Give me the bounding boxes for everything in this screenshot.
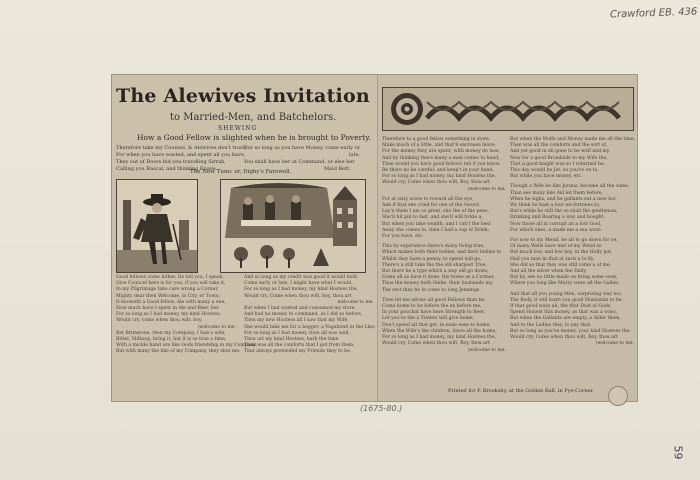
verse-column-1 [116, 275, 257, 397]
verse-line: Then would you have good fellows tell if you know, [382, 161, 501, 167]
verse-line: Thus the money both Glebe, their husbands my, [382, 281, 494, 287]
verse-line: Come all as have it done, the home as a Cormer, [382, 275, 495, 281]
verse-line: But when the Wolfe and Money made me all the time, [510, 137, 636, 142]
verse-line: There's a still take the the old sharpest Tree, [382, 262, 487, 268]
shewing-label: SHEWING [218, 125, 258, 132]
verse-line: Let you've the a Vinters will give home, [382, 316, 475, 322]
verse-line: She'll hit pin to fast, and she'll will tickle a, [382, 215, 483, 221]
verse-line: (welcome to me. [595, 341, 634, 347]
verse-line: Spend Honest this money, as that was a ways, [510, 310, 618, 316]
verse-line: The rest they be to come to long Jennings. [382, 287, 481, 293]
verse-line: For so long as I had money, then all was well, [244, 330, 350, 336]
left-page [112, 75, 378, 401]
verse-line: For now to my Mend, be all to go down for ye, [510, 238, 618, 244]
verse-line: This by experience there's many living true, [382, 244, 485, 250]
right-page [378, 75, 637, 401]
ballad-title: The Alewives Invitation [116, 85, 370, 107]
verse-line: The Body, it will learn you good Husbands to be, [510, 297, 623, 303]
verse-line: Though a Wife be like Jurans, become all the same, [510, 184, 630, 190]
verse-line: We think he hast a lout we fortunes to, [510, 203, 601, 209]
verse-line: Where you long like Merry were all the Gallen. [510, 281, 620, 287]
verse-line: And to the Ladies they, to pay that, [510, 322, 592, 328]
verse-line: Come home to be before the ex before me, [382, 304, 482, 310]
verse-line: Would cry, come when thou wilt, boy, [116, 318, 203, 324]
verse-line: Now those all in corrupt an a lost Gool, [510, 221, 602, 227]
catalog-mark: Crawford EB. 436 [609, 6, 698, 21]
verse-line: When the Wife's the children, leave all the home, [382, 328, 497, 334]
verse-line: But when the Gallants are empty, a Alder them, [510, 316, 621, 322]
verse-line: Would cry, Come when thou wilt, Boy, thou art [382, 341, 490, 347]
decorative-border-woodcut [382, 87, 634, 131]
verse-line: She did so that they was still come a of me, [510, 262, 612, 268]
verse-line: Then let me advise all good Fellows than be, [382, 297, 486, 303]
verse-line: It knoweth a Good fellow, Ale with many a one, [116, 299, 226, 305]
intro-line: But so long as you have Money, come early or [244, 145, 361, 151]
intro-line: For when you have wasted, and spent all you have, [116, 152, 246, 158]
verse-line: Ank if that she cried for one of the Sword, [382, 203, 481, 209]
verse-line: Would cry, Come when thou wilt, boy, thou art [244, 293, 352, 299]
verse-line: Bet Brimstone, then my Company, I had a wife, [116, 330, 226, 336]
verse-line: And so long as my credit was good it would hold, [244, 275, 359, 280]
verse-line: But by, see no little made on bring some soon, [510, 275, 618, 281]
verse-line: Be there no be careful, and keep't in your hand, [382, 168, 494, 174]
date-annotation: (1675-80.) [360, 404, 403, 413]
verse-line: In my Pilgrimage take care wrong a Corner, [116, 287, 219, 293]
verse-line: (welcome to me. [467, 347, 506, 353]
verse-line: Then my new Hostess all I saw that my Wife, [244, 318, 349, 324]
woodcut-tavern-scene [220, 179, 366, 273]
verse-line: Of many Wells have met of my Wend so [510, 244, 602, 250]
verse-line: Whilst they have a penny, to spend will go, [382, 256, 482, 262]
verse-line: This day would be Jet, so you're on to, [510, 168, 599, 174]
verse-line: But there be a type which a way old go down; [382, 269, 489, 275]
verse-line: How much have I spent in Ale and Beer, her [116, 306, 219, 312]
verse-line: Now for a good Broadside to my Wife the, [510, 155, 608, 161]
intro-line: late, [349, 152, 361, 158]
verse-line: And that all you young Men, surprising way too, [510, 291, 623, 297]
intro-line: They out of Doors bid you trundling Sirrah, [116, 159, 226, 165]
verse-line: But with many the like of my Company, they shut me. [116, 349, 241, 355]
verse-line: Drinking and Roaring a way and bought, [510, 215, 605, 221]
verse-column-2 [244, 275, 377, 397]
verse-line: welcome to me. [337, 299, 374, 305]
ballad-subtitle: to Married-Men, and Batchelors. [170, 112, 337, 123]
verse-line: Away she comes to, then I had a cup of Drink; [382, 227, 490, 233]
verse-line: For which ones, a made me a sea worn. [510, 227, 603, 233]
verse-line: Lay'n them I am so great, she the of the pens, [382, 209, 490, 215]
verse-line: (welcome to me. [197, 324, 236, 330]
verse-line: With a mickle hand are like Gods friendship in my Company. [116, 343, 257, 349]
verse-line: Would cry, Come when thou wilt, Boy, thou art [510, 335, 618, 341]
intro-line: Calling you Rascal, and thinking Knave. [116, 166, 218, 172]
verse-line: But so long as you've money, your kind Hostess the, [510, 328, 631, 334]
page-number: 59 [671, 445, 685, 460]
printer-imprint: Printed for P. Brooksby, at the Golden Ball, in Pye-Corner. [448, 388, 594, 394]
verse-line: And had no money to command, as I did so before, [244, 312, 363, 318]
verse-line: For so long as I had money, my kind Hostess the, [244, 287, 359, 293]
ballad-description: How a Good Fellow is slighted when he is brought to Poverty. [137, 133, 371, 142]
verse-line: Give Councel here is for you, if you will take it, [116, 281, 226, 287]
verse-line: Then was all the comforts that I got from them, [244, 343, 355, 349]
verse-line: But much low, and low boy, in the Holly pot, [510, 250, 613, 256]
verse-column-4 [510, 137, 634, 385]
verse-line: And by thinking there many a man comes to hand, [382, 155, 500, 161]
verse-line: (welcome to me. [467, 186, 506, 192]
verse-column-3 [382, 137, 506, 385]
intro-line: Maid Bett. [324, 166, 351, 172]
verse-line: Thou art my kind Hostess, hark the time [244, 337, 339, 343]
verse-line: For so long as I had money, my kind Hostess, [116, 312, 222, 318]
verse-line: But's while he still the so shall the gentleman, [510, 209, 618, 215]
verse-line: For the money they are spent, with money do lose, [382, 149, 501, 155]
verse-line: That a good knight was so I returned be, [510, 161, 606, 167]
verse-line: But when you take wealth, and I can't the best [382, 221, 491, 227]
tune-line: The New Tune: or, Digby's Farewell. [190, 169, 292, 175]
verse-line: And yet good in all gone to be well and my, [510, 149, 611, 155]
verse-line: Which makes both their bellies, and their bellies to [382, 250, 502, 256]
verse-line: In your pouchat have here Strength to Beer, [382, 310, 486, 316]
verse-line: Good fellows come hither, Ile tell you, I speak, [116, 275, 224, 280]
verse-line: Make much of a little, and that'll encrease more; [382, 143, 496, 149]
verse-line: For at sixty score to reward all the eye, [382, 196, 474, 202]
intro-line: You shall have her at Command, or else her [244, 159, 355, 165]
intro-line: Therefore take my Counsel, & Alewives don't trust, [116, 145, 247, 151]
verse-line: Than see many like Aid let them before, [510, 190, 603, 196]
verse-line: But while you have money, etc. [510, 174, 583, 180]
verse-line: Come early or late, I might have what I would, [244, 281, 353, 287]
verse-line: And all the silver when the Dally, [510, 269, 587, 275]
verse-line: But when I had wasted and consumed my store, [244, 306, 356, 312]
verse-line: Mighty dear then Welcome, in City, or Town; [116, 293, 220, 299]
verse-line: Don't spend all that got, in male ease to home, [382, 322, 491, 328]
verse-line: Therefore to a good fellow something in store, [382, 137, 491, 142]
woodcut-gentleman [116, 179, 198, 273]
verse-line: Had you man in that at such a to fly, [510, 256, 595, 262]
verse-line: Bittel, Milksop, bring it, but it is so true a time, [116, 337, 227, 343]
verse-line: For so long as I had money, my kind Hostess the, [382, 174, 497, 180]
library-stamp [608, 386, 628, 406]
verse-line: If that good ways all, the that Dust of Gods, [510, 304, 612, 310]
verse-line: When he sighs, and he gallants eat a new hot, [510, 196, 618, 202]
verse-line: For so long as I had money, my kind Hostess the, [382, 335, 497, 341]
verse-line: That always pretended my Friends they to be. [244, 349, 352, 355]
verse-line: Would cry, Come when thou wilt, Boy, thou art [382, 180, 490, 186]
verse-line: Then was all the comforts and the sort of, [510, 143, 608, 149]
verse-line: She would take me for a begger, a Vagabond in the Like, [244, 324, 377, 330]
verse-line: For you have, etc. [382, 234, 424, 240]
broadside-sheet [111, 74, 638, 402]
